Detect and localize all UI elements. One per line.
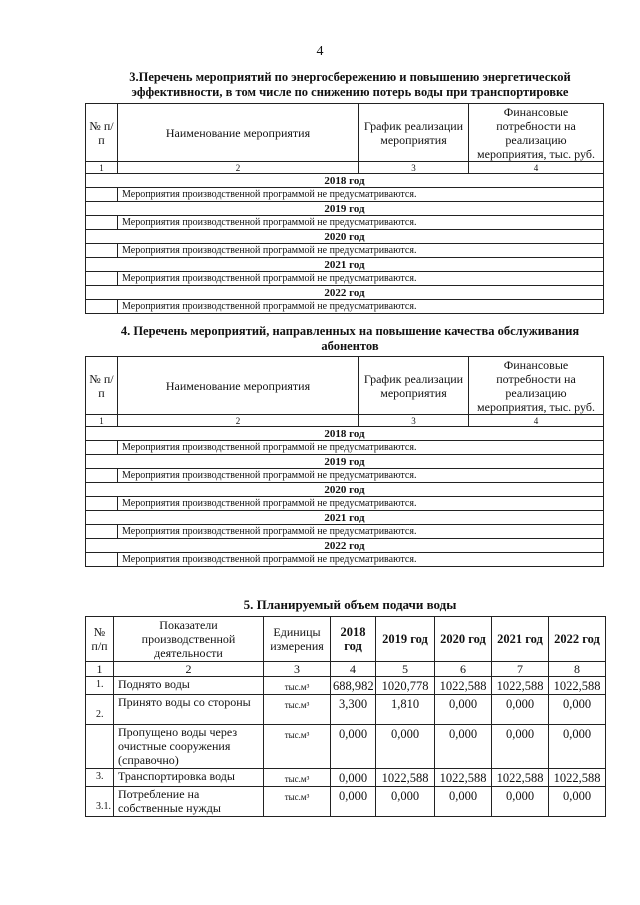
- row-value: 0,000: [435, 695, 492, 725]
- header-schedule: График реализации мероприятия: [359, 104, 469, 162]
- table-row: [86, 725, 606, 769]
- page-number: 4: [316, 44, 324, 59]
- section-3-title-line-1: 3.Перечень мероприятий по энергосбережению и повышению энергетической: [129, 70, 571, 84]
- col-number: 3: [359, 162, 469, 174]
- header-2020: 2020 год: [435, 617, 492, 662]
- section-3-title-line-2: эффективности, в том числе по снижению потерь воды при транспортировке: [131, 85, 569, 99]
- measure-message: Мероприятия производственной программой не предусматриваются.: [118, 300, 604, 314]
- header-unit: Единицы измерения: [264, 617, 331, 662]
- col-number: 3: [359, 415, 469, 427]
- row-value: 0,000: [492, 725, 549, 769]
- row-num: [86, 725, 114, 769]
- empty-cell: [86, 525, 118, 539]
- section-3-title: [85, 70, 615, 100]
- row-value: 0,000: [331, 787, 376, 817]
- header-name: Наименование мероприятия: [118, 357, 359, 415]
- row-value: 0,000: [549, 725, 606, 769]
- row-value: 1022,588: [435, 769, 492, 787]
- header-indicator: Показатели производственной деятельности: [114, 617, 264, 662]
- row-value: 0,000: [549, 787, 606, 817]
- row-value: 1022,588: [549, 769, 606, 787]
- row-value: 0,000: [376, 725, 435, 769]
- measure-message: Мероприятия производственной программой не предусматриваются.: [118, 553, 604, 567]
- col-number: 1: [86, 415, 118, 427]
- header-2022: 2022 год: [549, 617, 606, 662]
- row-name: Принято воды со стороны: [114, 695, 264, 725]
- empty-cell: [86, 188, 118, 202]
- year-row: 2021 год: [86, 511, 604, 525]
- measure-message: Мероприятия производственной программой не предусматриваются.: [118, 188, 604, 202]
- header-2019: 2019 год: [376, 617, 435, 662]
- row-num: 3.1.: [86, 787, 114, 817]
- empty-cell: [86, 553, 118, 567]
- header-schedule: График реализации мероприятия: [359, 357, 469, 415]
- measure-message: Мероприятия производственной программой не предусматриваются.: [118, 441, 604, 455]
- header-finance: Финансовые потребности на реализацию мероприятия, тыс. руб.: [469, 104, 604, 162]
- col-number: 2: [118, 415, 359, 427]
- measure-message: Мероприятия производственной программой не предусматриваются.: [118, 244, 604, 258]
- table-row: [86, 769, 606, 787]
- header-2018: 2018 год: [331, 617, 376, 662]
- empty-cell: [86, 469, 118, 483]
- col-number: 1: [86, 162, 118, 174]
- water-supply-volume-table: [85, 616, 606, 817]
- empty-cell: [86, 244, 118, 258]
- row-name: Потребление на собственные нужды: [114, 787, 264, 817]
- row-name: Пропущено воды через очистные сооружения (справочно): [114, 725, 264, 769]
- row-value: 1022,588: [492, 769, 549, 787]
- row-value: 0,000: [492, 787, 549, 817]
- row-value: 0,000: [331, 725, 376, 769]
- measure-message: Мероприятия производственной программой не предусматриваются.: [118, 469, 604, 483]
- empty-cell: [86, 441, 118, 455]
- col-number: 2: [114, 662, 264, 677]
- service-quality-measures-table: [85, 356, 604, 567]
- measure-message: Мероприятия производственной программой не предусматриваются.: [118, 272, 604, 286]
- header-2021: 2021 год: [492, 617, 549, 662]
- col-number: 4: [331, 662, 376, 677]
- section-4-title-line-1: 4. Перечень мероприятий, направленных на повышение качества обслуживания: [120, 324, 580, 338]
- header-num: № п/п: [86, 617, 114, 662]
- section-5-title: 5. Планируемый объем подачи воды: [243, 597, 457, 612]
- col-number: 3: [264, 662, 331, 677]
- row-value: 1022,588: [492, 677, 549, 695]
- header-num: № п/п: [86, 104, 118, 162]
- header-num: № п/п: [86, 357, 118, 415]
- year-row: 2021 год: [86, 258, 604, 272]
- year-row: 2020 год: [86, 230, 604, 244]
- col-number: 2: [118, 162, 359, 174]
- row-value: 0,000: [376, 787, 435, 817]
- row-value: 0,000: [331, 769, 376, 787]
- row-unit: тыс.м³: [264, 677, 331, 695]
- row-name: Поднято воды: [114, 677, 264, 695]
- row-value: 0,000: [435, 787, 492, 817]
- header-name: Наименование мероприятия: [118, 104, 359, 162]
- section-4-title-line-2: абонентов: [321, 339, 379, 353]
- measure-message: Мероприятия производственной программой не предусматриваются.: [118, 497, 604, 511]
- table-row: [86, 677, 606, 695]
- row-num: 1.: [86, 677, 114, 695]
- year-row: 2018 год: [86, 427, 604, 441]
- year-row: 2019 год: [86, 202, 604, 216]
- col-number: 1: [86, 662, 114, 677]
- row-value: 0,000: [549, 695, 606, 725]
- row-name: Транспортировка воды: [114, 769, 264, 787]
- row-unit: тыс.м³: [264, 725, 331, 769]
- row-value: 1022,588: [549, 677, 606, 695]
- empty-cell: [86, 497, 118, 511]
- row-value: 1020,778: [376, 677, 435, 695]
- row-value: 688,982: [331, 677, 376, 695]
- col-number: 5: [376, 662, 435, 677]
- col-number: 4: [469, 162, 604, 174]
- header-finance: Финансовые потребности на реализацию мероприятия, тыс. руб.: [469, 357, 604, 415]
- row-num: 3.: [86, 769, 114, 787]
- year-row: 2022 год: [86, 286, 604, 300]
- row-value: 1022,588: [376, 769, 435, 787]
- year-row: 2022 год: [86, 539, 604, 553]
- row-unit: тыс.м³: [264, 769, 331, 787]
- row-unit: тыс.м³: [264, 787, 331, 817]
- row-value: 3,300: [331, 695, 376, 725]
- empty-cell: [86, 272, 118, 286]
- row-num: 2.: [86, 695, 114, 725]
- col-number: 8: [549, 662, 606, 677]
- col-number: 4: [469, 415, 604, 427]
- row-value: 1,810: [376, 695, 435, 725]
- empty-cell: [86, 300, 118, 314]
- row-value: 1022,588: [435, 677, 492, 695]
- table-row: [86, 787, 606, 817]
- empty-cell: [86, 216, 118, 230]
- measure-message: Мероприятия производственной программой не предусматриваются.: [118, 525, 604, 539]
- section-4-title: [85, 324, 615, 354]
- row-value: 0,000: [492, 695, 549, 725]
- col-number: 7: [492, 662, 549, 677]
- year-row: 2020 год: [86, 483, 604, 497]
- energy-measures-table: [85, 103, 604, 314]
- table-row: [86, 695, 606, 725]
- year-row: 2018 год: [86, 174, 604, 188]
- row-value: 0,000: [435, 725, 492, 769]
- year-row: 2019 год: [86, 455, 604, 469]
- row-unit: тыс.м³: [264, 695, 331, 725]
- measure-message: Мероприятия производственной программой не предусматриваются.: [118, 216, 604, 230]
- col-number: 6: [435, 662, 492, 677]
